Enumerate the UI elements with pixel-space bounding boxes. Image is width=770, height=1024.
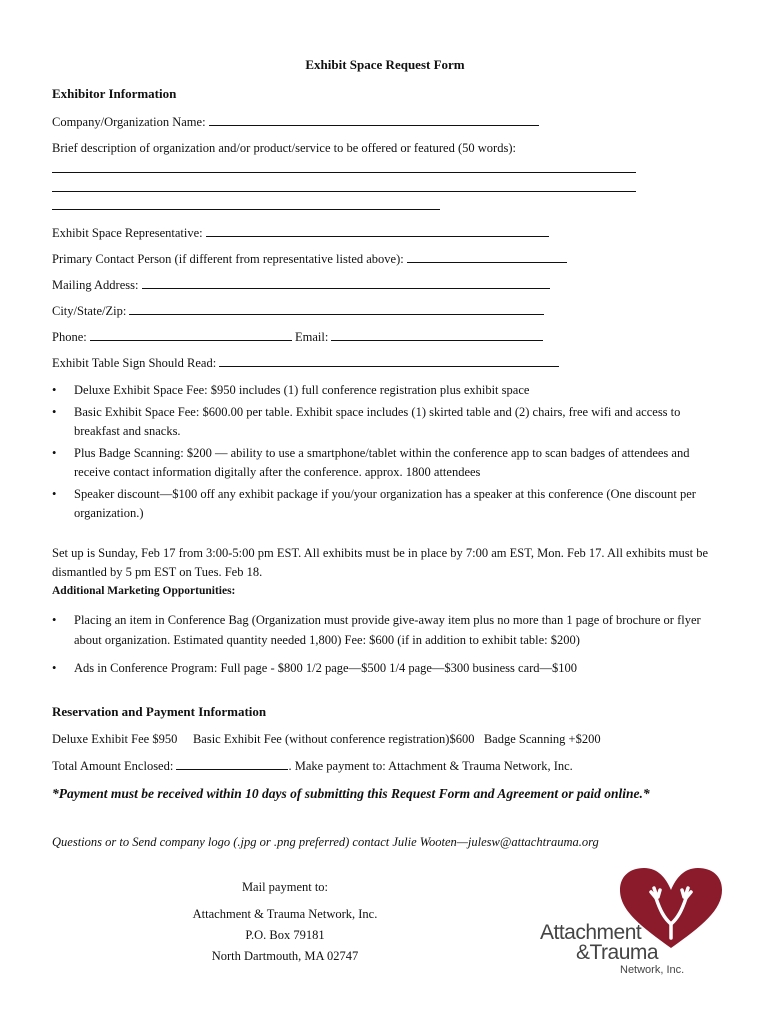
phone-label: Phone: (52, 330, 87, 344)
marketing-item: • Ads in Conference Program: Full page - $800 1/2 page—$500 1/4 page—$300 business card—$100 (52, 659, 722, 679)
total-row (52, 758, 573, 774)
reservation-fees: Deluxe Exhibit Fee $950 Basic Exhibit Fee (without conference registration)$600 Badge Scanning +$200 (52, 732, 601, 746)
attachment-trauma-logo (536, 868, 726, 978)
logo-text-network: Network, Inc. (620, 964, 685, 976)
payment-notice: *Payment must be received within 10 days of submitting this Request Form and Agreement or paid online.* (52, 786, 650, 801)
reservation-heading: Reservation and Payment Information (52, 704, 267, 719)
phone-email-row (52, 329, 543, 345)
mailing-address-line: North Dartmouth, MA 02747 (211, 949, 359, 963)
total-label: Total Amount Enclosed: (52, 759, 174, 773)
exhibitor-info-heading: Exhibitor Information (52, 86, 177, 101)
description-field-line-3[interactable] (52, 209, 440, 210)
representative-row (52, 225, 549, 241)
mailing-address-line: P.O. Box 79181 (245, 928, 325, 942)
primary-contact-field[interactable] (407, 251, 567, 263)
form-title: Exhibit Space Request Form (305, 57, 465, 72)
fee-item: • Basic Exhibit Space Fee: $600.00 per table. Exhibit space includes (1) skirted table and (2) chairs, free wifi and access to breakfast and snacks. (52, 403, 722, 442)
fee-item: • Speaker discount—$100 off any exhibit package if you/your organization has a speaker at this conference (One discount per organization.) (52, 485, 722, 524)
setup-text: Set up is Sunday, Feb 17 from 3:00-5:00 pm EST. All exhibits must be in place by 7:00 am EST, Mon. Feb 17. All exhibits must be dismantled by 5 pm EST on Tues. Feb 18. (52, 546, 708, 579)
representative-label: Exhibit Space Representative: (52, 226, 203, 240)
primary-contact-label: Primary Contact Person (if different from representative listed above): (52, 252, 404, 266)
representative-field[interactable] (206, 225, 549, 237)
questions-contact: Questions or to Send company logo (.jpg or .png preferred) contact Julie Wooten—julesw@attachtrauma.org (52, 835, 599, 849)
city-state-zip-field[interactable] (129, 303, 544, 315)
marketing-heading: Additional Marketing Opportunities: (52, 585, 236, 597)
payment-to-text: . Make payment to: Attachment & Trauma Network, Inc. (288, 759, 573, 773)
table-sign-field[interactable] (219, 355, 559, 367)
mailing-address-label: Mailing Address: (52, 278, 139, 292)
company-name-field[interactable] (209, 114, 539, 126)
description-label: Brief description of organization and/or product/service to be offered or featured (50 words): (52, 141, 516, 155)
description-field-line-2[interactable] (52, 191, 636, 192)
table-sign-label: Exhibit Table Sign Should Read: (52, 356, 217, 370)
fee-item: • Plus Badge Scanning: $200 — ability to use a smartphone/tablet within the conference app to scan badges of attendees and receive contact information digitally after the conference. approx. 1800 attendees (52, 444, 722, 483)
company-name-label: Company/Organization Name: (52, 115, 206, 129)
primary-contact-row (52, 251, 567, 267)
logo-text-attachment: Attachment (540, 921, 642, 944)
table-sign-row (52, 355, 559, 371)
description-field-line-1[interactable] (52, 172, 636, 173)
total-amount-field[interactable] (176, 758, 288, 770)
city-state-zip-row (52, 303, 544, 319)
phone-field[interactable] (90, 329, 292, 341)
mail-payment-label: Mail payment to: (241, 880, 329, 894)
city-state-zip-label: City/State/Zip: (52, 304, 127, 318)
email-field[interactable] (331, 329, 543, 341)
logo-text-trauma: &Trauma (576, 941, 659, 964)
marketing-item: • Placing an item in Conference Bag (Organization must provide give-away item plus no more than 1 page of brochure or flyer about organization. Estimated quantity needed 1,800) Fee: $600 (if in addition to exhibit table: $200) (52, 611, 722, 650)
mailing-address-row (52, 277, 550, 293)
fee-list (52, 381, 722, 524)
mailing-address-line: Attachment & Trauma Network, Inc. (192, 907, 378, 921)
email-label: Email: (294, 330, 329, 344)
company-name-row (52, 114, 539, 130)
fee-item: • Deluxe Exhibit Space Fee: $950 includes (1) full conference registration plus exhibit space (52, 381, 722, 401)
mailing-address-field[interactable] (142, 277, 550, 289)
marketing-list (52, 611, 722, 679)
